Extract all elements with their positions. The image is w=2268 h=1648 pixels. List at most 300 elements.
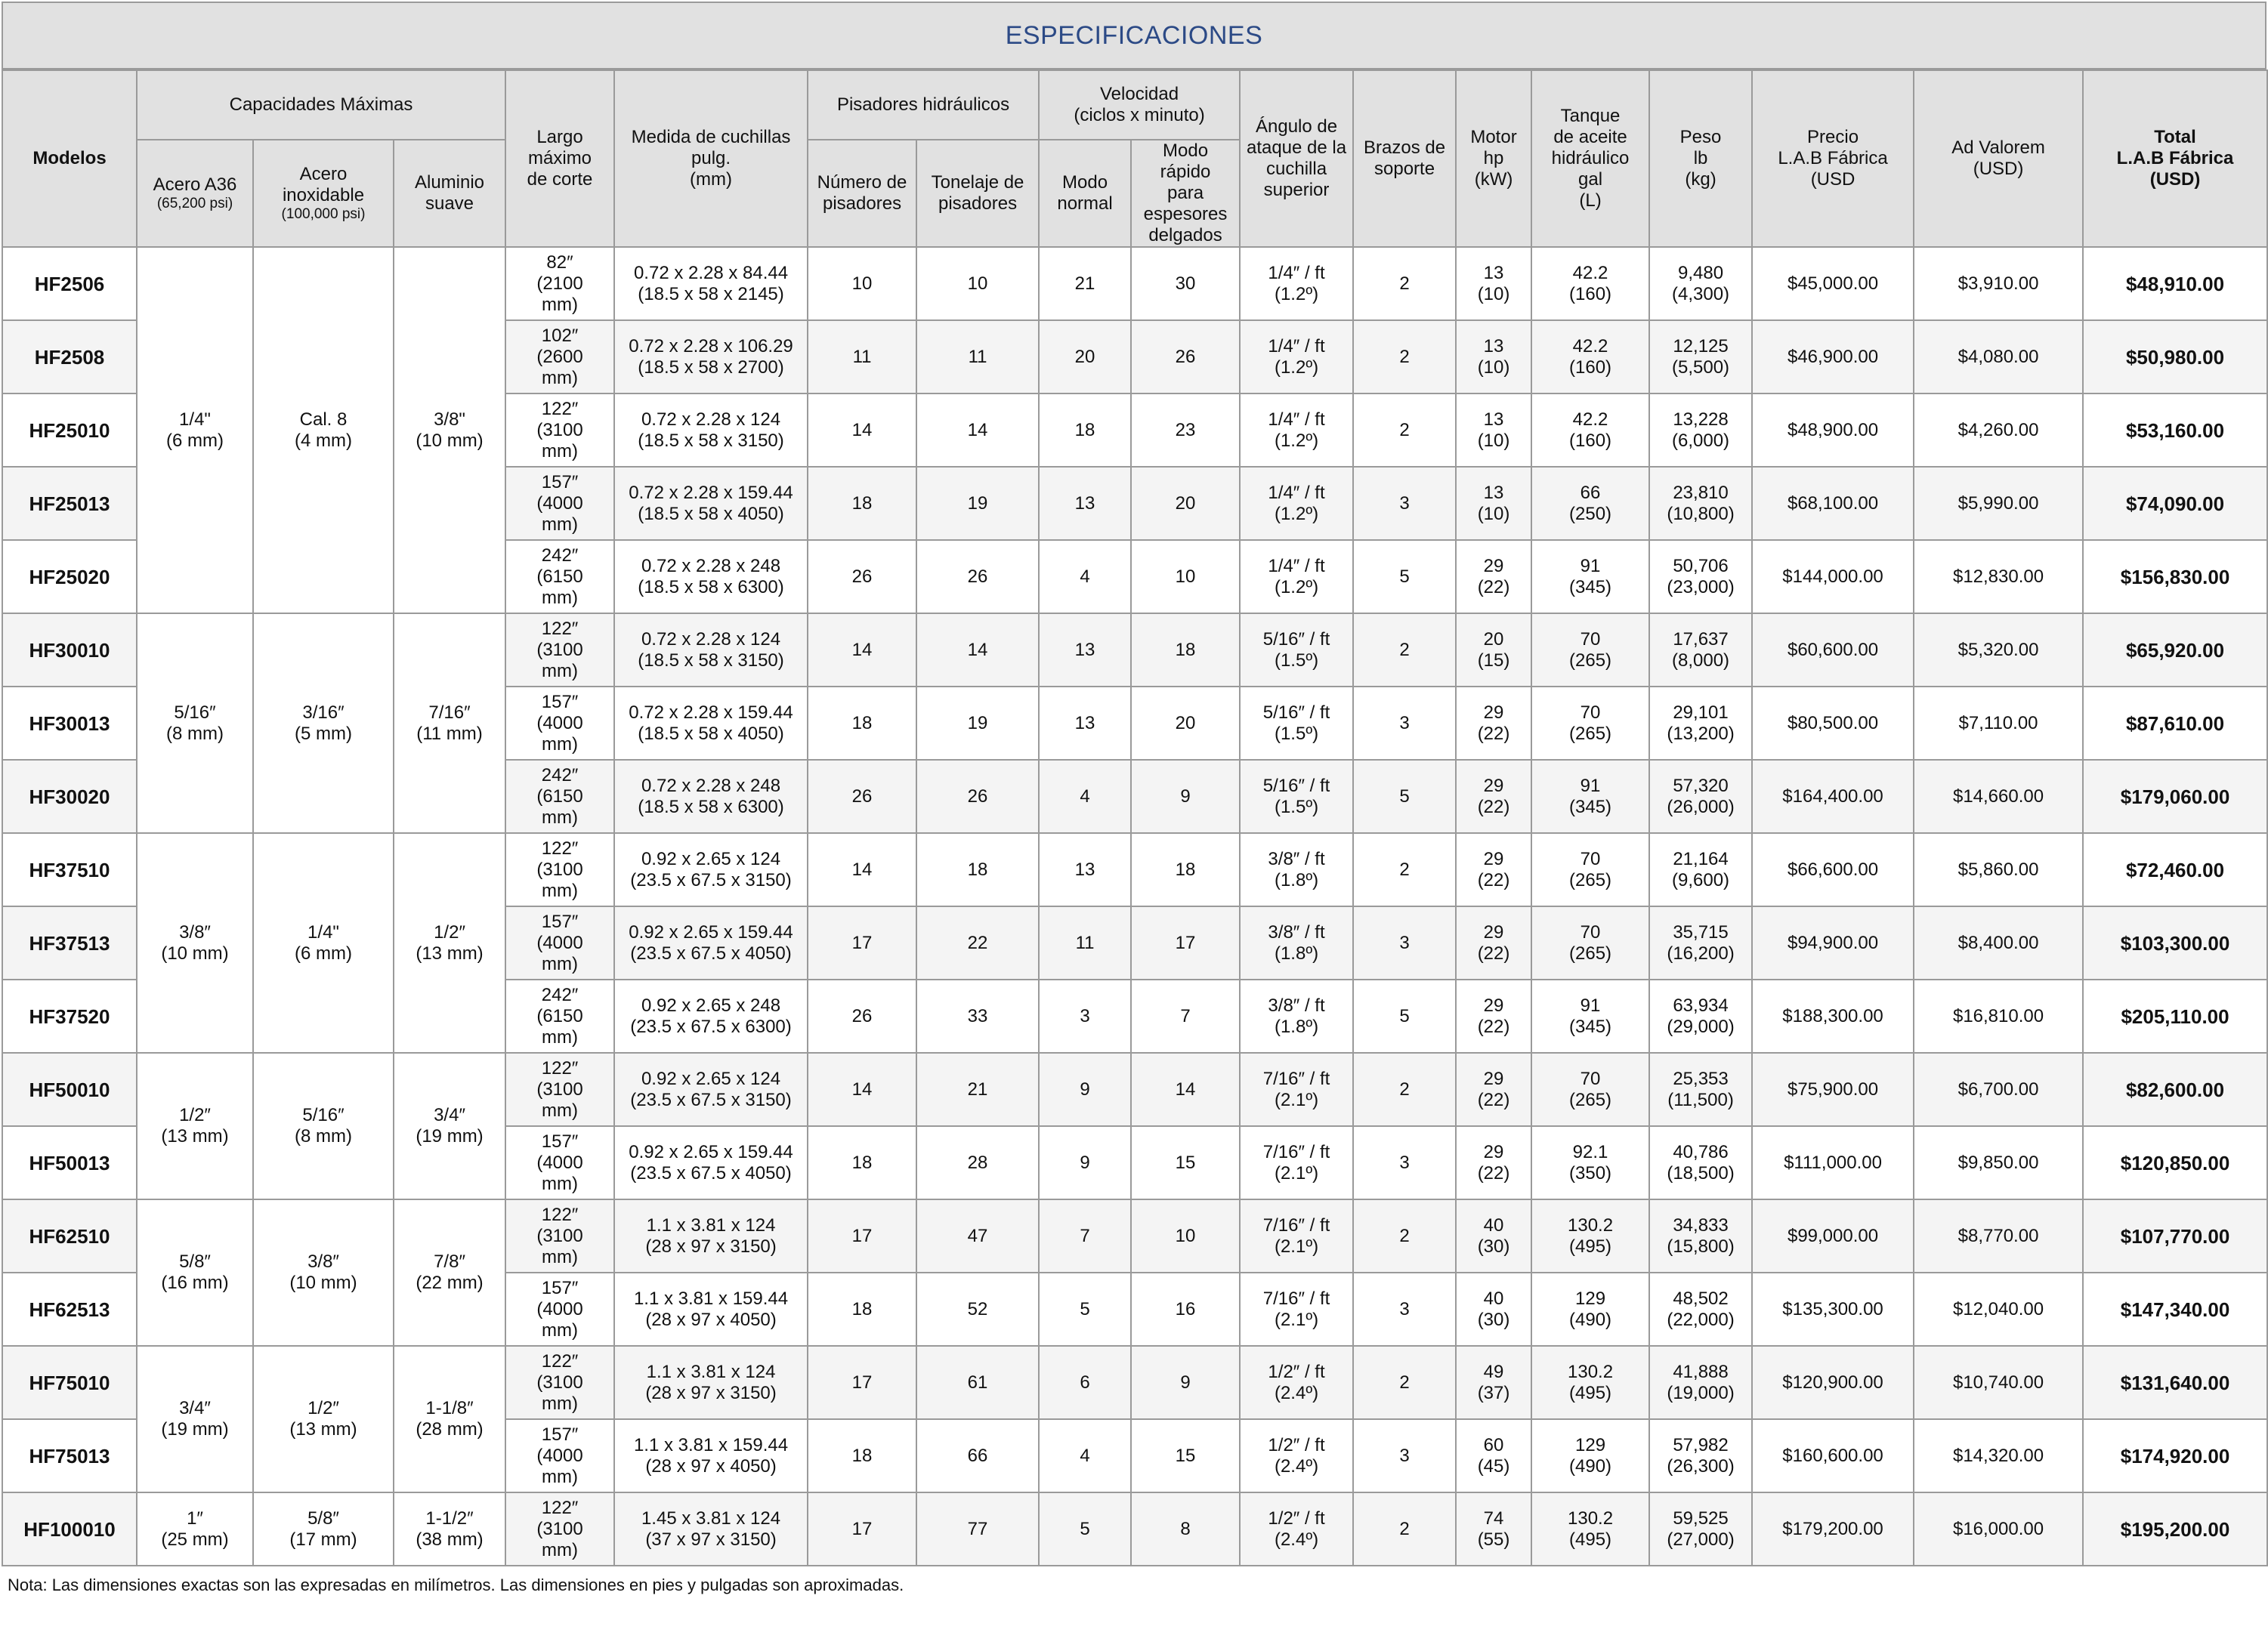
header-total: Total L.A.B Fábrica (USD) [2083,70,2267,247]
cell-modo-rapido: 18 [1131,833,1240,906]
cell-modo-normal: 4 [1039,760,1131,833]
cell-largo-corte: 157″ (4000 mm) [505,1419,614,1492]
cell-acero-a36: 5/16″ (8 mm) [137,613,253,833]
header-acero-a36-psi: (65,200 psi) [156,196,233,211]
cell-numero-pisadores: 17 [808,1346,916,1419]
cell-medida-cuchillas: 0.92 x 2.65 x 159.44 (23.5 x 67.5 x 4050) [614,906,808,980]
cell-modo-rapido: 10 [1131,1199,1240,1273]
cell-aluminio: 1/2″ (13 mm) [394,833,505,1053]
cell-largo-corte: 122″ (3100 mm) [505,1492,614,1566]
cell-tonelaje-pisadores: 33 [916,980,1039,1053]
header-velocidad: Velocidad (ciclos x minuto) [1039,70,1240,140]
cell-tonelaje-pisadores: 77 [916,1492,1039,1566]
cell-brazos-soporte: 3 [1353,467,1456,540]
header-capacidades: Capacidades Máximas [137,70,505,140]
cell-brazos-soporte: 3 [1353,906,1456,980]
cell-tonelaje-pisadores: 61 [916,1346,1039,1419]
cell-tanque-aceite: 130.2 (495) [1531,1492,1649,1566]
cell-modo-normal: 6 [1039,1346,1131,1419]
cell-angulo-ataque: 1/4″ / ft (1.2º) [1240,540,1353,613]
cell-modelo: HF2506 [2,247,137,320]
cell-ad-valorem: $16,810.00 [1914,980,2083,1053]
cell-numero-pisadores: 18 [808,1419,916,1492]
cell-tonelaje-pisadores: 22 [916,906,1039,980]
cell-medida-cuchillas: 0.72 x 2.28 x 106.29 (18.5 x 58 x 2700) [614,320,808,393]
cell-medida-cuchillas: 1.1 x 3.81 x 124 (28 x 97 x 3150) [614,1346,808,1419]
cell-brazos-soporte: 2 [1353,320,1456,393]
header-pisadores: Pisadores hidráulicos [808,70,1039,140]
cell-medida-cuchillas: 0.92 x 2.65 x 159.44 (23.5 x 67.5 x 4050) [614,1126,808,1199]
cell-modo-normal: 4 [1039,540,1131,613]
cell-aluminio: 1-1/8″ (28 mm) [394,1346,505,1492]
cell-modo-normal: 13 [1039,467,1131,540]
cell-precio: $164,400.00 [1752,760,1914,833]
cell-tonelaje-pisadores: 18 [916,833,1039,906]
cell-largo-corte: 242″ (6150 mm) [505,760,614,833]
cell-motor: 40 (30) [1456,1273,1531,1346]
cell-modo-normal: 5 [1039,1492,1131,1566]
cell-tanque-aceite: 70 (265) [1531,613,1649,687]
cell-numero-pisadores: 17 [808,1199,916,1273]
cell-numero-pisadores: 17 [808,1492,916,1566]
cell-brazos-soporte: 2 [1353,1053,1456,1126]
cell-brazos-soporte: 3 [1353,1126,1456,1199]
cell-medida-cuchillas: 0.72 x 2.28 x 248 (18.5 x 58 x 6300) [614,540,808,613]
header-tanque: Tanque de aceite hidráulico gal (L) [1531,70,1649,247]
cell-modo-normal: 13 [1039,687,1131,760]
cell-total: $205,110.00 [2083,980,2267,1053]
cell-aluminio: 3/4″ (19 mm) [394,1053,505,1199]
cell-acero-a36: 3/4″ (19 mm) [137,1346,253,1492]
cell-precio: $60,600.00 [1752,613,1914,687]
cell-total: $53,160.00 [2083,393,2267,467]
cell-tonelaje-pisadores: 14 [916,393,1039,467]
cell-peso: 59,525 (27,000) [1649,1492,1752,1566]
cell-numero-pisadores: 10 [808,247,916,320]
cell-largo-corte: 157″ (4000 mm) [505,467,614,540]
cell-ad-valorem: $12,040.00 [1914,1273,2083,1346]
cell-tanque-aceite: 66 (250) [1531,467,1649,540]
cell-modo-rapido: 8 [1131,1492,1240,1566]
cell-angulo-ataque: 1/4″ / ft (1.2º) [1240,320,1353,393]
cell-acero-a36: 1/4" (6 mm) [137,247,253,613]
cell-motor: 13 (10) [1456,393,1531,467]
cell-modo-normal: 5 [1039,1273,1131,1346]
cell-angulo-ataque: 7/16″ / ft (2.1º) [1240,1126,1353,1199]
header-numero-pisadores: Número de pisadores [808,140,916,247]
cell-peso: 23,810 (10,800) [1649,467,1752,540]
cell-largo-corte: 122″ (3100 mm) [505,393,614,467]
header-largo: Largo máximo de corte [505,70,614,247]
cell-largo-corte: 157″ (4000 mm) [505,1126,614,1199]
cell-angulo-ataque: 1/2″ / ft (2.4º) [1240,1346,1353,1419]
cell-medida-cuchillas: 1.45 x 3.81 x 124 (37 x 97 x 3150) [614,1492,808,1566]
cell-angulo-ataque: 7/16″ / ft (2.1º) [1240,1273,1353,1346]
cell-angulo-ataque: 7/16″ / ft (2.1º) [1240,1199,1353,1273]
table-row [2,613,2267,687]
cell-tanque-aceite: 91 (345) [1531,760,1649,833]
cell-tanque-aceite: 42.2 (160) [1531,320,1649,393]
cell-numero-pisadores: 11 [808,320,916,393]
cell-modelo: HF62513 [2,1273,137,1346]
cell-acero-inoxidable: 3/8″ (10 mm) [253,1199,394,1346]
cell-numero-pisadores: 26 [808,540,916,613]
cell-motor: 29 (22) [1456,1126,1531,1199]
cell-total: $174,920.00 [2083,1419,2267,1492]
cell-angulo-ataque: 5/16″ / ft (1.5º) [1240,613,1353,687]
cell-tonelaje-pisadores: 28 [916,1126,1039,1199]
cell-tonelaje-pisadores: 19 [916,687,1039,760]
cell-total: $131,640.00 [2083,1346,2267,1419]
header-acero-inoxidable-label: Acero inoxidable [282,164,365,205]
cell-motor: 29 (22) [1456,833,1531,906]
cell-modo-rapido: 20 [1131,687,1240,760]
table-row [2,833,2267,906]
cell-acero-inoxidable: 1/4" (6 mm) [253,833,394,1053]
cell-precio: $179,200.00 [1752,1492,1914,1566]
header-modelos: Modelos [2,70,137,247]
cell-aluminio: 7/8″ (22 mm) [394,1199,505,1346]
cell-modo-rapido: 26 [1131,320,1240,393]
cell-modelo: HF2508 [2,320,137,393]
spec-sheet [2,2,2266,1595]
header-precio: Precio L.A.B Fábrica (USD [1752,70,1914,247]
cell-peso: 12,125 (5,500) [1649,320,1752,393]
cell-peso: 50,706 (23,000) [1649,540,1752,613]
cell-total: $107,770.00 [2083,1199,2267,1273]
cell-motor: 29 (22) [1456,760,1531,833]
cell-numero-pisadores: 18 [808,467,916,540]
cell-brazos-soporte: 2 [1353,1346,1456,1419]
cell-motor: 13 (10) [1456,467,1531,540]
cell-tanque-aceite: 129 (490) [1531,1273,1649,1346]
cell-acero-inoxidable: 1/2″ (13 mm) [253,1346,394,1492]
cell-modo-normal: 20 [1039,320,1131,393]
cell-ad-valorem: $5,990.00 [1914,467,2083,540]
cell-modo-rapido: 20 [1131,467,1240,540]
cell-ad-valorem: $8,400.00 [1914,906,2083,980]
cell-medida-cuchillas: 0.72 x 2.28 x 159.44 (18.5 x 58 x 4050) [614,687,808,760]
cell-tanque-aceite: 91 (345) [1531,540,1649,613]
cell-numero-pisadores: 14 [808,613,916,687]
cell-modelo: HF30020 [2,760,137,833]
cell-largo-corte: 82″ (2100 mm) [505,247,614,320]
cell-total: $103,300.00 [2083,906,2267,980]
cell-brazos-soporte: 5 [1353,760,1456,833]
cell-numero-pisadores: 14 [808,393,916,467]
cell-total: $147,340.00 [2083,1273,2267,1346]
cell-medida-cuchillas: 0.72 x 2.28 x 159.44 (18.5 x 58 x 4050) [614,467,808,540]
cell-largo-corte: 122″ (3100 mm) [505,1199,614,1273]
cell-ad-valorem: $14,320.00 [1914,1419,2083,1492]
cell-angulo-ataque: 7/16″ / ft (2.1º) [1240,1053,1353,1126]
cell-largo-corte: 157″ (4000 mm) [505,906,614,980]
cell-motor: 74 (55) [1456,1492,1531,1566]
cell-angulo-ataque: 3/8″ / ft (1.8º) [1240,906,1353,980]
cell-angulo-ataque: 1/4″ / ft (1.2º) [1240,247,1353,320]
cell-angulo-ataque: 3/8″ / ft (1.8º) [1240,980,1353,1053]
cell-largo-corte: 242″ (6150 mm) [505,980,614,1053]
cell-ad-valorem: $10,740.00 [1914,1346,2083,1419]
cell-peso: 57,320 (26,000) [1649,760,1752,833]
cell-modo-normal: 3 [1039,980,1131,1053]
cell-peso: 9,480 (4,300) [1649,247,1752,320]
cell-largo-corte: 157″ (4000 mm) [505,687,614,760]
cell-modelo: HF75010 [2,1346,137,1419]
cell-numero-pisadores: 14 [808,1053,916,1126]
cell-brazos-soporte: 3 [1353,1273,1456,1346]
cell-acero-a36: 3/8″ (10 mm) [137,833,253,1053]
cell-modo-normal: 11 [1039,906,1131,980]
cell-numero-pisadores: 26 [808,980,916,1053]
cell-modelo: HF100010 [2,1492,137,1566]
cell-tonelaje-pisadores: 47 [916,1199,1039,1273]
cell-total: $179,060.00 [2083,760,2267,833]
cell-modo-rapido: 15 [1131,1126,1240,1199]
cell-modelo: HF37520 [2,980,137,1053]
table-row [2,1199,2267,1273]
page-title: ESPECIFICACIONES [2,2,2266,69]
cell-medida-cuchillas: 1.1 x 3.81 x 124 (28 x 97 x 3150) [614,1199,808,1273]
cell-angulo-ataque: 1/2″ / ft (2.4º) [1240,1492,1353,1566]
cell-modo-normal: 18 [1039,393,1131,467]
cell-modo-rapido: 7 [1131,980,1240,1053]
cell-tanque-aceite: 70 (265) [1531,1053,1649,1126]
cell-ad-valorem: $3,910.00 [1914,247,2083,320]
table-row [2,1053,2267,1126]
cell-tanque-aceite: 70 (265) [1531,906,1649,980]
cell-motor: 29 (22) [1456,980,1531,1053]
cell-modo-normal: 21 [1039,247,1131,320]
cell-ad-valorem: $6,700.00 [1914,1053,2083,1126]
cell-peso: 48,502 (22,000) [1649,1273,1752,1346]
cell-modelo: HF50013 [2,1126,137,1199]
cell-modelo: HF37510 [2,833,137,906]
cell-modo-rapido: 9 [1131,1346,1240,1419]
cell-precio: $80,500.00 [1752,687,1914,760]
cell-brazos-soporte: 2 [1353,1199,1456,1273]
cell-modelo: HF75013 [2,1419,137,1492]
cell-modelo: HF37513 [2,906,137,980]
cell-tonelaje-pisadores: 26 [916,760,1039,833]
cell-numero-pisadores: 18 [808,1126,916,1199]
header-acero-a36 [137,140,253,247]
cell-precio: $188,300.00 [1752,980,1914,1053]
cell-precio: $68,100.00 [1752,467,1914,540]
cell-peso: 40,786 (18,500) [1649,1126,1752,1199]
cell-total: $74,090.00 [2083,467,2267,540]
cell-tanque-aceite: 91 (345) [1531,980,1649,1053]
cell-modo-rapido: 18 [1131,613,1240,687]
cell-peso: 63,934 (29,000) [1649,980,1752,1053]
cell-ad-valorem: $8,770.00 [1914,1199,2083,1273]
cell-modelo: HF25010 [2,393,137,467]
cell-total: $120,850.00 [2083,1126,2267,1199]
cell-brazos-soporte: 2 [1353,613,1456,687]
cell-ad-valorem: $5,860.00 [1914,833,2083,906]
cell-numero-pisadores: 18 [808,687,916,760]
cell-medida-cuchillas: 0.72 x 2.28 x 124 (18.5 x 58 x 3150) [614,613,808,687]
cell-modo-rapido: 10 [1131,540,1240,613]
cell-total: $50,980.00 [2083,320,2267,393]
cell-numero-pisadores: 26 [808,760,916,833]
cell-medida-cuchillas: 1.1 x 3.81 x 159.44 (28 x 97 x 4050) [614,1273,808,1346]
cell-motor: 13 (10) [1456,247,1531,320]
cell-brazos-soporte: 5 [1353,980,1456,1053]
cell-numero-pisadores: 17 [808,906,916,980]
cell-precio: $120,900.00 [1752,1346,1914,1419]
cell-tonelaje-pisadores: 52 [916,1273,1039,1346]
cell-modo-normal: 4 [1039,1419,1131,1492]
cell-modelo: HF30013 [2,687,137,760]
cell-ad-valorem: $5,320.00 [1914,613,2083,687]
cell-angulo-ataque: 3/8″ / ft (1.8º) [1240,833,1353,906]
cell-acero-inoxidable: 5/8″ (17 mm) [253,1492,394,1566]
cell-largo-corte: 102″ (2600 mm) [505,320,614,393]
cell-tonelaje-pisadores: 26 [916,540,1039,613]
cell-modo-rapido: 15 [1131,1419,1240,1492]
cell-ad-valorem: $4,260.00 [1914,393,2083,467]
cell-total: $65,920.00 [2083,613,2267,687]
cell-modo-rapido: 30 [1131,247,1240,320]
cell-peso: 29,101 (13,200) [1649,687,1752,760]
cell-precio: $144,000.00 [1752,540,1914,613]
cell-precio: $111,000.00 [1752,1126,1914,1199]
cell-medida-cuchillas: 0.92 x 2.65 x 248 (23.5 x 67.5 x 6300) [614,980,808,1053]
header-brazos: Brazos de soporte [1353,70,1456,247]
header-angulo: Ángulo de ataque de la cuchilla superior [1240,70,1353,247]
header-acero-inoxidable [253,140,394,247]
cell-modo-rapido: 23 [1131,393,1240,467]
cell-tanque-aceite: 130.2 (495) [1531,1199,1649,1273]
cell-aluminio: 1-1/2″ (38 mm) [394,1492,505,1566]
header-acero-a36-label: Acero A36 [153,174,237,195]
cell-aluminio: 3/8" (10 mm) [394,247,505,613]
cell-angulo-ataque: 5/16″ / ft (1.5º) [1240,687,1353,760]
cell-acero-a36: 1/2″ (13 mm) [137,1053,253,1199]
cell-motor: 20 (15) [1456,613,1531,687]
cell-peso: 17,637 (8,000) [1649,613,1752,687]
cell-precio: $46,900.00 [1752,320,1914,393]
spec-table-body [2,247,2267,1566]
cell-motor: 13 (10) [1456,320,1531,393]
cell-largo-corte: 122″ (3100 mm) [505,1346,614,1419]
cell-ad-valorem: $4,080.00 [1914,320,2083,393]
footnote: Nota: Las dimensiones exactas son las expresadas en milímetros. Las dimensiones en pies y pulgadas son aproximadas. [8,1575,904,1594]
cell-tanque-aceite: 129 (490) [1531,1419,1649,1492]
table-row [2,247,2267,320]
cell-medida-cuchillas: 0.92 x 2.65 x 124 (23.5 x 67.5 x 3150) [614,1053,808,1126]
spec-table [2,69,2268,1566]
cell-numero-pisadores: 18 [808,1273,916,1346]
cell-largo-corte: 122″ (3100 mm) [505,833,614,906]
cell-brazos-soporte: 3 [1353,687,1456,760]
cell-modo-normal: 9 [1039,1126,1131,1199]
cell-modo-normal: 7 [1039,1199,1131,1273]
cell-medida-cuchillas: 0.92 x 2.65 x 124 (23.5 x 67.5 x 3150) [614,833,808,906]
cell-modo-normal: 13 [1039,833,1131,906]
cell-peso: 13,228 (6,000) [1649,393,1752,467]
cell-total: $195,200.00 [2083,1492,2267,1566]
cell-peso: 35,715 (16,200) [1649,906,1752,980]
cell-angulo-ataque: 5/16″ / ft (1.5º) [1240,760,1353,833]
cell-peso: 41,888 (19,000) [1649,1346,1752,1419]
cell-motor: 49 (37) [1456,1346,1531,1419]
cell-modo-rapido: 9 [1131,760,1240,833]
cell-precio: $75,900.00 [1752,1053,1914,1126]
cell-precio: $66,600.00 [1752,833,1914,906]
cell-numero-pisadores: 14 [808,833,916,906]
cell-largo-corte: 157″ (4000 mm) [505,1273,614,1346]
header-aluminio: Aluminio suave [394,140,505,247]
cell-brazos-soporte: 3 [1353,1419,1456,1492]
cell-peso: 34,833 (15,800) [1649,1199,1752,1273]
cell-tanque-aceite: 70 (265) [1531,833,1649,906]
cell-modo-rapido: 17 [1131,906,1240,980]
cell-ad-valorem: $14,660.00 [1914,760,2083,833]
cell-acero-inoxidable: 3/16″ (5 mm) [253,613,394,833]
cell-aluminio: 7/16″ (11 mm) [394,613,505,833]
cell-angulo-ataque: 1/4″ / ft (1.2º) [1240,467,1353,540]
cell-modelo: HF25013 [2,467,137,540]
cell-modo-rapido: 14 [1131,1053,1240,1126]
cell-brazos-soporte: 2 [1353,833,1456,906]
cell-largo-corte: 242″ (6150 mm) [505,540,614,613]
cell-ad-valorem: $12,830.00 [1914,540,2083,613]
cell-total: $87,610.00 [2083,687,2267,760]
cell-motor: 60 (45) [1456,1419,1531,1492]
cell-total: $82,600.00 [2083,1053,2267,1126]
cell-tonelaje-pisadores: 66 [916,1419,1039,1492]
header-peso: Peso lb (kg) [1649,70,1752,247]
cell-tanque-aceite: 42.2 (160) [1531,247,1649,320]
header-modo-normal: Modo normal [1039,140,1131,247]
cell-largo-corte: 122″ (3100 mm) [505,613,614,687]
cell-tanque-aceite: 92.1 (350) [1531,1126,1649,1199]
cell-total: $156,830.00 [2083,540,2267,613]
cell-modelo: HF25020 [2,540,137,613]
cell-tanque-aceite: 42.2 (160) [1531,393,1649,467]
cell-medida-cuchillas: 0.72 x 2.28 x 124 (18.5 x 58 x 3150) [614,393,808,467]
header-motor: Motor hp (kW) [1456,70,1531,247]
cell-modo-normal: 13 [1039,613,1131,687]
cell-motor: 29 (22) [1456,906,1531,980]
table-row [2,1346,2267,1419]
cell-tonelaje-pisadores: 14 [916,613,1039,687]
header-ad-valorem: Ad Valorem (USD) [1914,70,2083,247]
cell-tanque-aceite: 70 (265) [1531,687,1649,760]
header-tonelaje-pisadores: Tonelaje de pisadores [916,140,1039,247]
header-acero-inoxidable-psi: (100,000 psi) [281,206,366,222]
cell-precio: $45,000.00 [1752,247,1914,320]
cell-motor: 29 (22) [1456,687,1531,760]
cell-motor: 29 (22) [1456,1053,1531,1126]
cell-peso: 25,353 (11,500) [1649,1053,1752,1126]
cell-brazos-soporte: 2 [1353,247,1456,320]
cell-ad-valorem: $16,000.00 [1914,1492,2083,1566]
cell-tonelaje-pisadores: 21 [916,1053,1039,1126]
cell-tonelaje-pisadores: 10 [916,247,1039,320]
cell-ad-valorem: $7,110.00 [1914,687,2083,760]
cell-tonelaje-pisadores: 19 [916,467,1039,540]
cell-total: $72,460.00 [2083,833,2267,906]
cell-acero-a36: 1″ (25 mm) [137,1492,253,1566]
cell-peso: 57,982 (26,300) [1649,1419,1752,1492]
cell-modelo: HF62510 [2,1199,137,1273]
cell-modelo: HF30010 [2,613,137,687]
cell-medida-cuchillas: 0.72 x 2.28 x 84.44 (18.5 x 58 x 2145) [614,247,808,320]
header-medida: Medida de cuchillas pulg. (mm) [614,70,808,247]
